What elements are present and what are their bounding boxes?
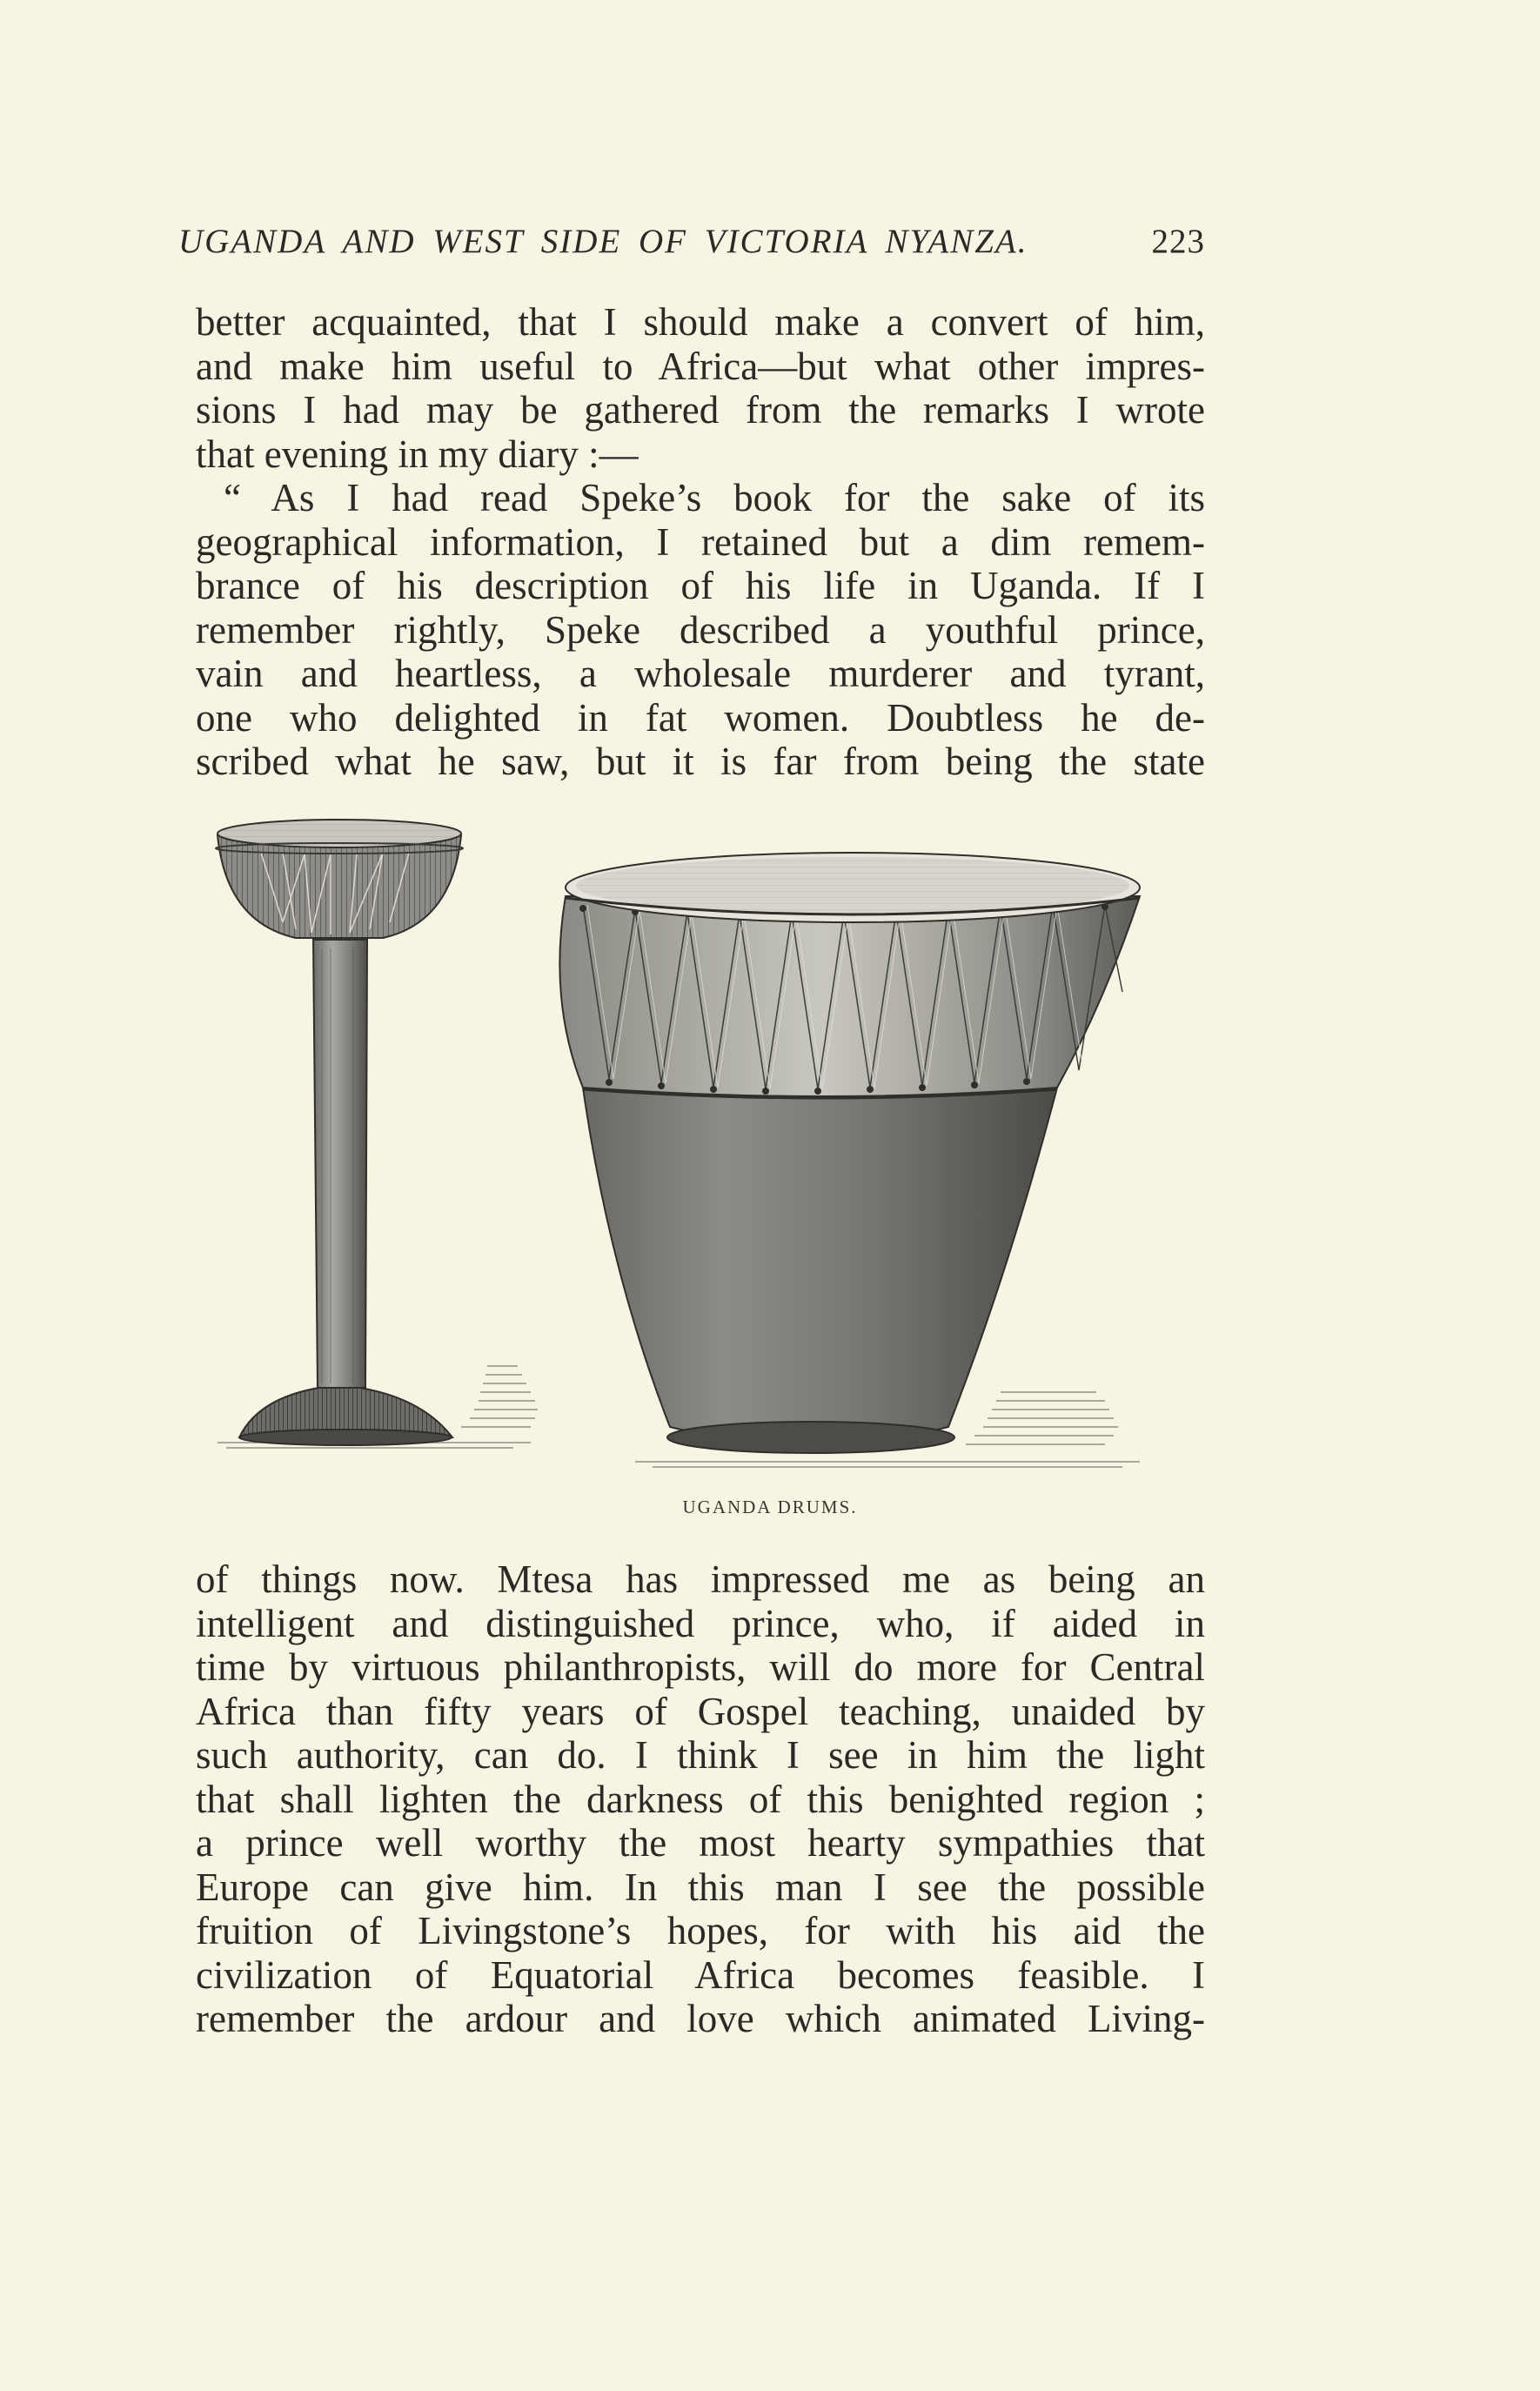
text-line: that evening in my diary :— (196, 432, 639, 476)
text-line: a prince well worthy the most hearty sympathies that (196, 1821, 1205, 1865)
paragraph-top (196, 300, 1205, 784)
paragraph-bottom (196, 1557, 1205, 2041)
text-line: civilization of Equatorial Africa becomes feasible. I (196, 1952, 1205, 1997)
page-number: 223 (1151, 223, 1205, 260)
text-line: fruition of Livingstone’s hopes, for with his aid the (196, 1909, 1205, 1952)
text-line: Europe can give him. In this man I see the possible (196, 1865, 1205, 1909)
drums-engraving (200, 818, 1183, 1497)
text-line: that shall lighten the darkness of this benighted region ; (196, 1777, 1205, 1821)
text-line: intelligent and distinguished prince, who, if aided in (196, 1601, 1205, 1645)
small-drum (216, 820, 538, 1448)
text-line: such authority, can do. I think I see in him the light (196, 1733, 1205, 1777)
text-line: “ As I had read Speke’s book for the sake of its (224, 476, 1205, 519)
text-line: scribed what he saw, but it is far from being the state (196, 740, 1205, 783)
text-line: Africa than fifty years of Gospel teaching, unaided by (196, 1689, 1205, 1733)
text-line: time by virtuous philanthropists, will do more for Central (196, 1645, 1205, 1689)
running-header (178, 222, 1205, 274)
text-line: remember the ardour and love which animated Living- (196, 1997, 1205, 2040)
figure-caption: UGANDA DRUMS. (682, 1497, 858, 1517)
text-line: brance of his description of his life in Uganda. If I (196, 564, 1205, 607)
text-line: one who delighted in fat women. Doubtless he de- (196, 695, 1205, 740)
text-line: better acquainted, that I should make a convert of him, (196, 300, 1205, 344)
text-line: and make him useful to Africa—but what other impres- (196, 344, 1205, 388)
text-line: vain and heartless, a wholesale murderer and tyrant, (196, 652, 1205, 695)
running-title: UGANDA AND WEST SIDE OF VICTORIA NYANZA. (178, 223, 1028, 260)
large-drum (559, 853, 1140, 1467)
text-line: of things now. Mtesa has impressed me as being an (196, 1557, 1205, 1601)
text-line: sions I had may be gathered from the remarks I wrote (196, 388, 1205, 432)
text-line: remember rightly, Speke described a youthful prince, (196, 607, 1205, 652)
text-line: geographical information, I retained but a dim remem- (196, 519, 1205, 564)
